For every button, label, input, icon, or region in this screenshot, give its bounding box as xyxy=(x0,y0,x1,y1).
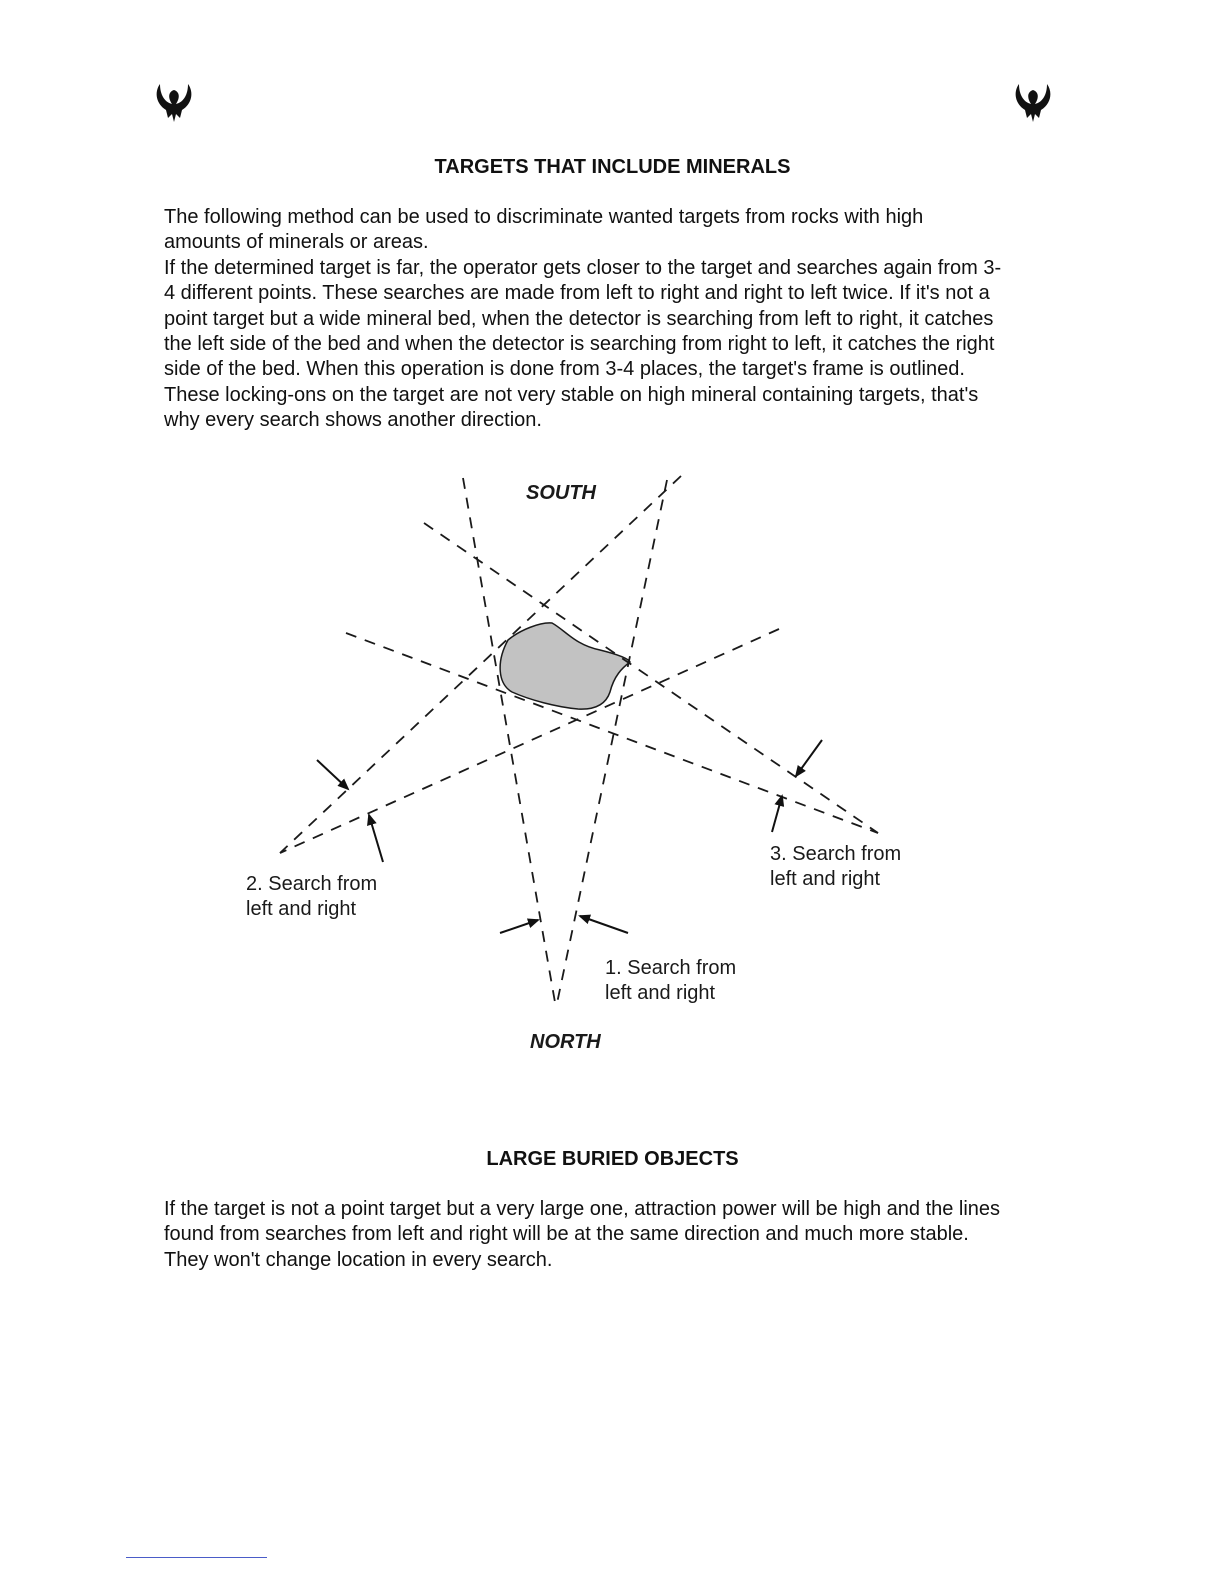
section-heading-minerals: TARGETS THAT INCLUDE MINERALS xyxy=(434,156,791,178)
paragraph-line: If the target is not a point target but a very large one, attraction power will be high and the lines xyxy=(164,1198,1001,1220)
arrow-search-1-left xyxy=(500,920,538,933)
north-label: NORTH xyxy=(530,1031,601,1053)
arrow-search-1-right xyxy=(580,916,628,933)
paragraph-line: amounts of minerals or areas. xyxy=(164,231,429,254)
search-2-label-line-1: 2. Search from xyxy=(246,873,378,895)
search-3-upper-line xyxy=(424,523,878,833)
search-1-right-line xyxy=(556,480,667,1008)
mineral-bed-shape xyxy=(500,623,630,709)
paragraph-line: The following method can be used to discriminate wanted targets from rocks with high xyxy=(164,206,924,228)
paragraph-line: point target but a wide mineral bed, when the detector is searching from left to right, it catches xyxy=(164,307,994,330)
south-label: SOUTH xyxy=(526,482,596,504)
arrow-search-3-lower xyxy=(772,796,782,832)
section-heading-large-objects: LARGE BURIED OBJECTS xyxy=(486,1148,739,1170)
search-1-left-line xyxy=(463,478,556,1008)
large-objects-paragraph xyxy=(164,1197,1064,1273)
paragraph-line: 4 different points. These searches are made from left to right and right to left twice. If it's not a xyxy=(164,282,990,305)
paragraph-line: They won't change location in every search. xyxy=(164,1248,553,1271)
footer-rule xyxy=(126,1557,267,1558)
arrow-search-2-lower xyxy=(369,815,383,862)
paragraph-line: why every search shows another direction. xyxy=(164,409,542,432)
paragraph-line: If the determined target is far, the operator gets closer to the target and searches again from 3- xyxy=(164,256,1002,279)
search-1-label-line-2: left and right xyxy=(605,982,716,1004)
search-1-label-line-1: 1. Search from xyxy=(605,957,737,979)
paragraph-line: These locking-ons on the target are not very stable on high mineral containing targets, that's xyxy=(164,383,979,406)
paragraph-line: found from searches from left and right will be at the same direction and much more stable. xyxy=(164,1223,969,1246)
arrow-search-2-upper xyxy=(317,760,348,789)
search-2-label-line-2: left and right xyxy=(246,898,357,920)
search-3-label-line-1: 3. Search from xyxy=(770,843,902,865)
search-3-label-line-2: left and right xyxy=(770,868,881,890)
arrow-search-3-upper xyxy=(796,740,822,776)
paragraph-line: side of the bed. When this operation is done from 3-4 places, the target's frame is outlined. xyxy=(164,358,965,381)
paragraph-line: the left side of the bed and when the detector is searching from right to left, it catches the right xyxy=(164,333,995,356)
